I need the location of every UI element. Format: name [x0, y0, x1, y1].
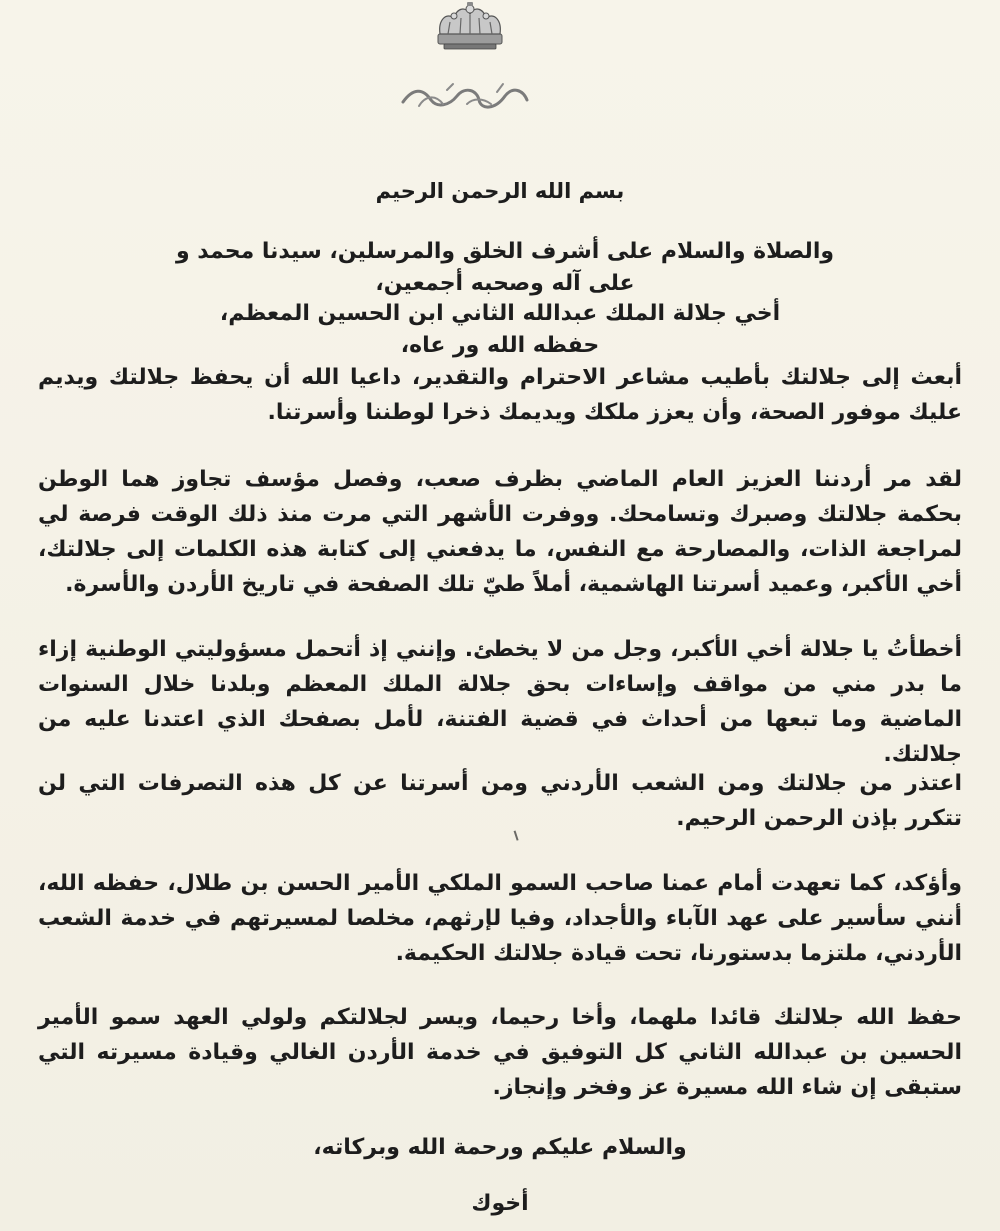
recipient-address: أخي جلالة الملك عبدالله الثاني ابن الحسين المعظم، حفظه الله ور عاه،: [219, 301, 781, 358]
paragraph-4: اعتذر من جلالتك ومن الشعب الأردني ومن أسرتنا عن كل هذه التصرفات التي لن تتكرر بإذن الرحمن الرحيم.: [38, 771, 962, 831]
basmala: بسم الله الرحمن الرحيم: [375, 179, 625, 203]
signoff: أخوك: [471, 1191, 529, 1216]
salutation: والصلاة والسلام على أشرف الخلق والمرسلين، سيدنا محمد و على آله وصحبه أجمعين،: [175, 239, 835, 296]
paragraph-6: حفظ الله جلالتك قائدا ملهما، وأخا رحيما، ويسر لجلالتكم ولولي العهد سمو الأمير الحسين بن عبدالله الثاني كل التوفيق في خدمة الأردن الغالي وقيادة مسيرته التي ستبقى إن شاء الله مسيرة عز وفخر وإنجاز.: [38, 1005, 962, 1100]
crown-icon: [430, 0, 510, 52]
paragraph-1: أبعث إلى جلالتك بأطيب مشاعر الاحترام والتقدير، داعيا الله أن يحفظ جلالتك ويديم عليك موفور الصحة، وأن يعزز ملكك ويديمك ذخرا لوطننا وأسرتنا.: [38, 365, 962, 425]
letterhead-signature-mark: [395, 80, 535, 115]
paragraph-2: لقد مر أردننا العزيز العام الماضي بظرف صعب، وفصل مؤسف تجاوز هما الوطن بحكمة جلالتك وصبرك وتسامحك. ووفرت الأشهر التي مرت منذ ذلك الوقت فرصة لي لمراجعة الذات، والمصارحة مع النفس، ما يدفعني إلى كتابة هذه الكلمات إلى جلالتك، أخي الأكبر، وعميد أسرتنا الهاشمية، أملاً طيّ تلك الصفحة في تاريخ الأردن والأسرة.: [38, 467, 962, 597]
closing: والسلام عليكم ورحمة الله وبركاته،: [313, 1135, 687, 1160]
paragraph-3: أخطأتُ يا جلالة أخي الأكبر، وجل من لا يخطئ. وإنني إذ أتحمل مسؤوليتي الوطنية إزاء ما بدر مني من مواقف وإساءات بحق جلالة الملك المعظم وبلدنا خلال السنوات الماضية وما تبعها من أحداث في قضية الفتنة، لأمل بصفحك الذي اعتدنا عليه من جلالتك.: [38, 637, 962, 767]
paragraph-5: وأؤكد، كما تعهدت أمام عمنا صاحب السمو الملكي الأمير الحسن بن طلال، حفظه الله، أنني سأسير على عهد الآباء والأجداد، وفيا لإرثهم، مخلصا لمسيرتهم في خدمة الشعب الأردني، ملتزما بدستورنا، تحت قيادة جلالتك الحكيمة.: [38, 871, 962, 966]
